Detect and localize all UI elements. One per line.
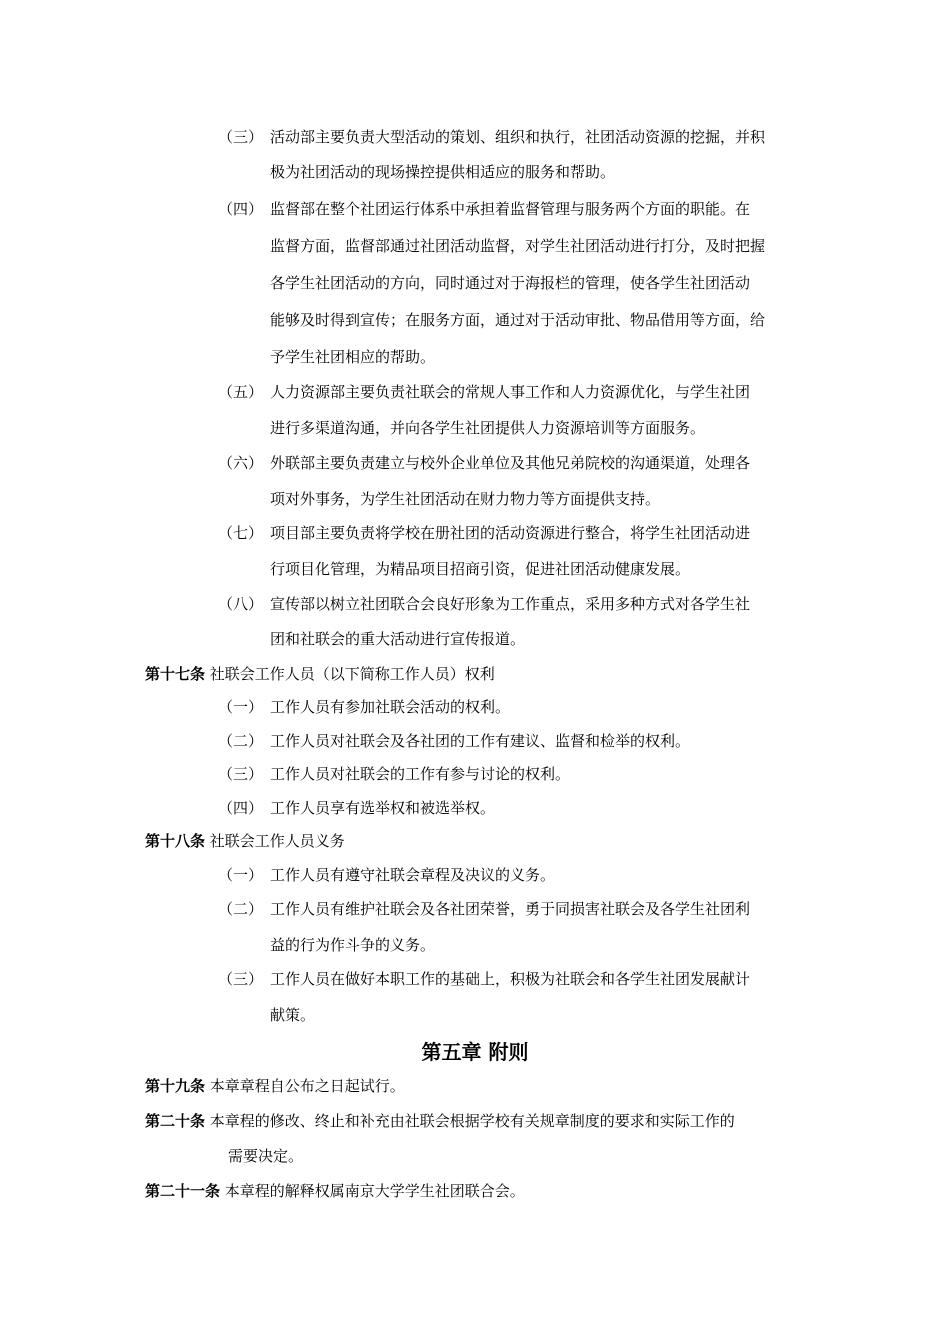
item-text: 工作人员有维护社联会及各社团荣誉，勇于同损害社联会及各学生社团利 — [270, 900, 751, 918]
item-text: 项对外事务，为学生社团活动在财力物力等方面提供支持。 — [270, 490, 661, 508]
item-text: 工作人员有遵守社联会章程及决议的义务。 — [270, 866, 556, 884]
article-label: 第十八条 — [145, 832, 206, 850]
item-text: 团和社联会的重大活动进行宣传报道。 — [270, 630, 526, 648]
article-label: 第二十条 — [145, 1112, 206, 1130]
item-number: （四） — [218, 799, 264, 817]
item-number: （三） — [218, 128, 264, 146]
item-text: 工作人员享有选举权和被选举权。 — [270, 799, 496, 817]
item-text: 行项目化管理，为精品项目招商引资，促进社团活动健康发展。 — [270, 560, 691, 578]
item-number: （一） — [218, 698, 264, 716]
item-text: 监督方面，监督部通过社团活动监督，对学生社团活动进行打分，及时把握 — [270, 237, 766, 255]
article-label: 第二十一条 — [145, 1182, 221, 1200]
item-text: 工作人员对社联会及各社团的工作有建议、监督和检举的权利。 — [270, 732, 691, 750]
article-20 — [145, 1110, 735, 1131]
item-number: （八） — [218, 595, 264, 613]
item-text: 献策。 — [270, 1006, 316, 1024]
item-text: 工作人员有参加社联会活动的权利。 — [270, 698, 511, 716]
article-title: 社联会工作人员（以下简称工作人员）权利 — [205, 665, 495, 683]
item-text: 监督部在整个社团运行体系中承担着监督管理与服务两个方面的职能。在 — [270, 200, 751, 218]
item-text: 宣传部以树立社团联合会良好形象为工作重点，采用多种方式对各学生社 — [270, 595, 751, 613]
item-text: 工作人员在做好本职工作的基础上，积极为社联会和各学生社团发展献计 — [270, 970, 751, 988]
article-text: 本章章程自公布之日起试行。 — [205, 1077, 405, 1095]
item-text: 各学生社团活动的方向，同时通过对于海报栏的管理，使各学生社团活动 — [270, 274, 751, 292]
article-label: 第十七条 — [145, 665, 206, 683]
item-text: 工作人员对社联会的工作有参与讨论的权利。 — [270, 765, 571, 783]
chapter-heading: 第五章 附则 — [421, 1040, 529, 1064]
article-19 — [145, 1075, 405, 1096]
item-text: 益的行为作斗争的义务。 — [270, 936, 436, 954]
item-number: （四） — [218, 200, 264, 218]
item-number: （二） — [218, 732, 264, 750]
item-text: 予学生社团相应的帮助。 — [270, 348, 436, 366]
article-17 — [145, 663, 495, 684]
item-text: 活动部主要负责大型活动的策划、组织和执行，社团活动资源的挖掘，并积 — [270, 128, 766, 146]
article-label: 第十九条 — [145, 1077, 206, 1095]
item-text: 项目部主要负责将学校在册社团的活动资源进行整合，将学生社团活动进 — [270, 524, 751, 542]
article-text: 本章程的解释权属南京大学学生社团联合会。 — [220, 1182, 525, 1200]
article-title: 社联会工作人员义务 — [205, 832, 345, 850]
item-number: （六） — [218, 454, 264, 472]
article-text: 本章程的修改、终止和补充由社联会根据学校有关规章制度的要求和实际工作的 — [205, 1112, 735, 1130]
item-text: 进行多渠道沟通，并向各学生社团提供人力资源培训等方面服务。 — [270, 419, 706, 437]
article-18 — [145, 830, 345, 851]
item-number: （二） — [218, 900, 264, 918]
item-text: 极为社团活动的现场操控提供相适应的服务和帮助。 — [270, 163, 616, 181]
item-text: 外联部主要负责建立与校外企业单位及其他兄弟院校的沟通渠道，处理各 — [270, 454, 751, 472]
item-text: 能够及时得到宣传；在服务方面，通过对于活动审批、物品借用等方面，给 — [270, 311, 766, 329]
item-number: （七） — [218, 524, 264, 542]
item-text: 人力资源部主要负责社联会的常规人事工作和人力资源优化，与学生社团 — [270, 383, 751, 401]
article-20-continuation: 需要决定。 — [228, 1147, 304, 1165]
item-number: （三） — [218, 970, 264, 988]
item-number: （五） — [218, 383, 264, 401]
article-21 — [145, 1180, 525, 1201]
item-number: （一） — [218, 866, 264, 884]
item-number: （三） — [218, 765, 264, 783]
